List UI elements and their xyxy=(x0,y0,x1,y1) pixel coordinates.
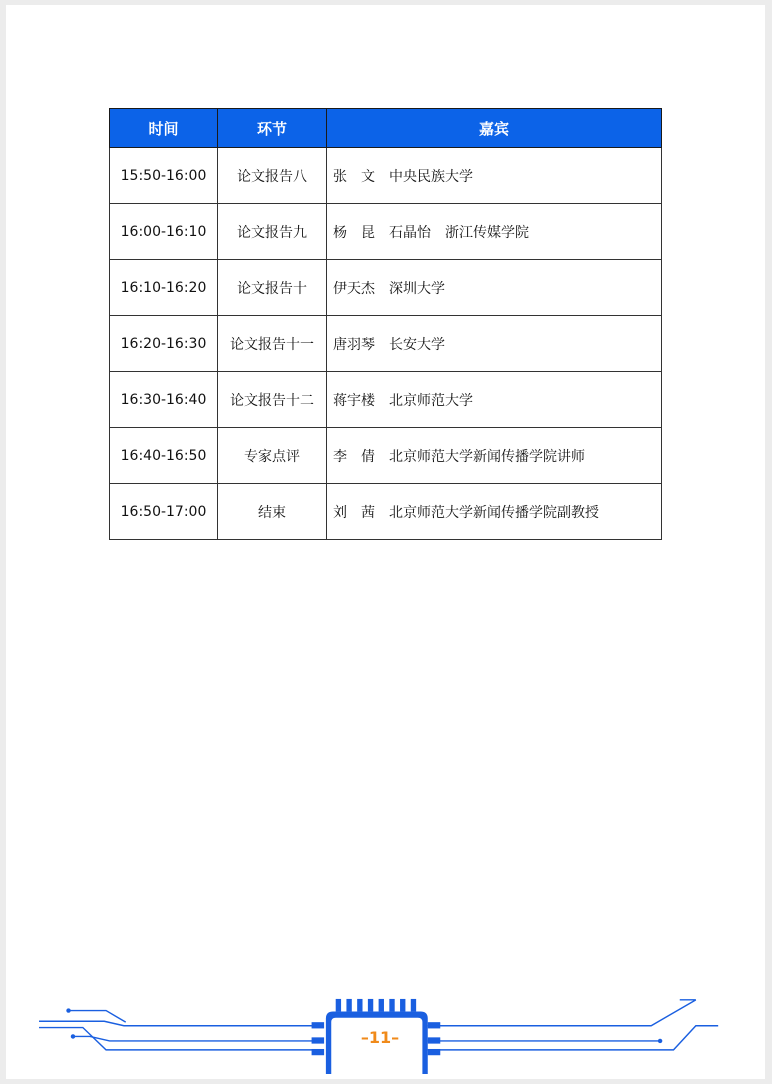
trace-node xyxy=(71,1034,75,1038)
page-number: –11– xyxy=(360,1028,400,1047)
table-row xyxy=(110,260,662,316)
page xyxy=(6,5,765,1079)
trace-node xyxy=(658,1039,662,1043)
row-segment: 结束 xyxy=(218,484,327,540)
row-guest: 唐羽琴 长安大学 xyxy=(327,316,662,372)
row-time: 16:10-16:20 xyxy=(110,260,218,316)
page-number-value: 11 xyxy=(368,1028,392,1047)
header-guest: 嘉宾 xyxy=(327,109,662,148)
row-guest: 杨 昆 石晶怡 浙江传媒学院 xyxy=(327,204,662,260)
table-row xyxy=(110,204,662,260)
row-guest: 李 倩 北京师范大学新闻传播学院讲师 xyxy=(327,428,662,484)
trace-node xyxy=(66,1008,70,1012)
row-segment: 论文报告十 xyxy=(218,260,327,316)
table-row xyxy=(110,484,662,540)
row-time: 16:50-17:00 xyxy=(110,484,218,540)
row-time: 16:00-16:10 xyxy=(110,204,218,260)
table-row xyxy=(110,372,662,428)
row-segment: 论文报告十二 xyxy=(218,372,327,428)
table-header-row xyxy=(110,109,662,148)
row-guest: 刘 茜 北京师范大学新闻传播学院副教授 xyxy=(327,484,662,540)
row-time: 16:30-16:40 xyxy=(110,372,218,428)
header-time: 时间 xyxy=(110,109,218,148)
row-guest: 伊天杰 深圳大学 xyxy=(327,260,662,316)
row-time: 16:20-16:30 xyxy=(110,316,218,372)
table-row xyxy=(110,316,662,372)
row-segment: 专家点评 xyxy=(218,428,327,484)
row-segment: 论文报告九 xyxy=(218,204,327,260)
row-guest: 蒋宇楼 北京师范大学 xyxy=(327,372,662,428)
row-time: 15:50-16:00 xyxy=(110,148,218,204)
schedule-table xyxy=(109,108,662,540)
table-row xyxy=(110,148,662,204)
row-guest: 张 文 中央民族大学 xyxy=(327,148,662,204)
table-row xyxy=(110,428,662,484)
row-time: 16:40-16:50 xyxy=(110,428,218,484)
row-segment: 论文报告十一 xyxy=(218,316,327,372)
row-segment: 论文报告八 xyxy=(218,148,327,204)
header-segment: 环节 xyxy=(218,109,327,148)
chip-top-pins xyxy=(336,999,416,1012)
